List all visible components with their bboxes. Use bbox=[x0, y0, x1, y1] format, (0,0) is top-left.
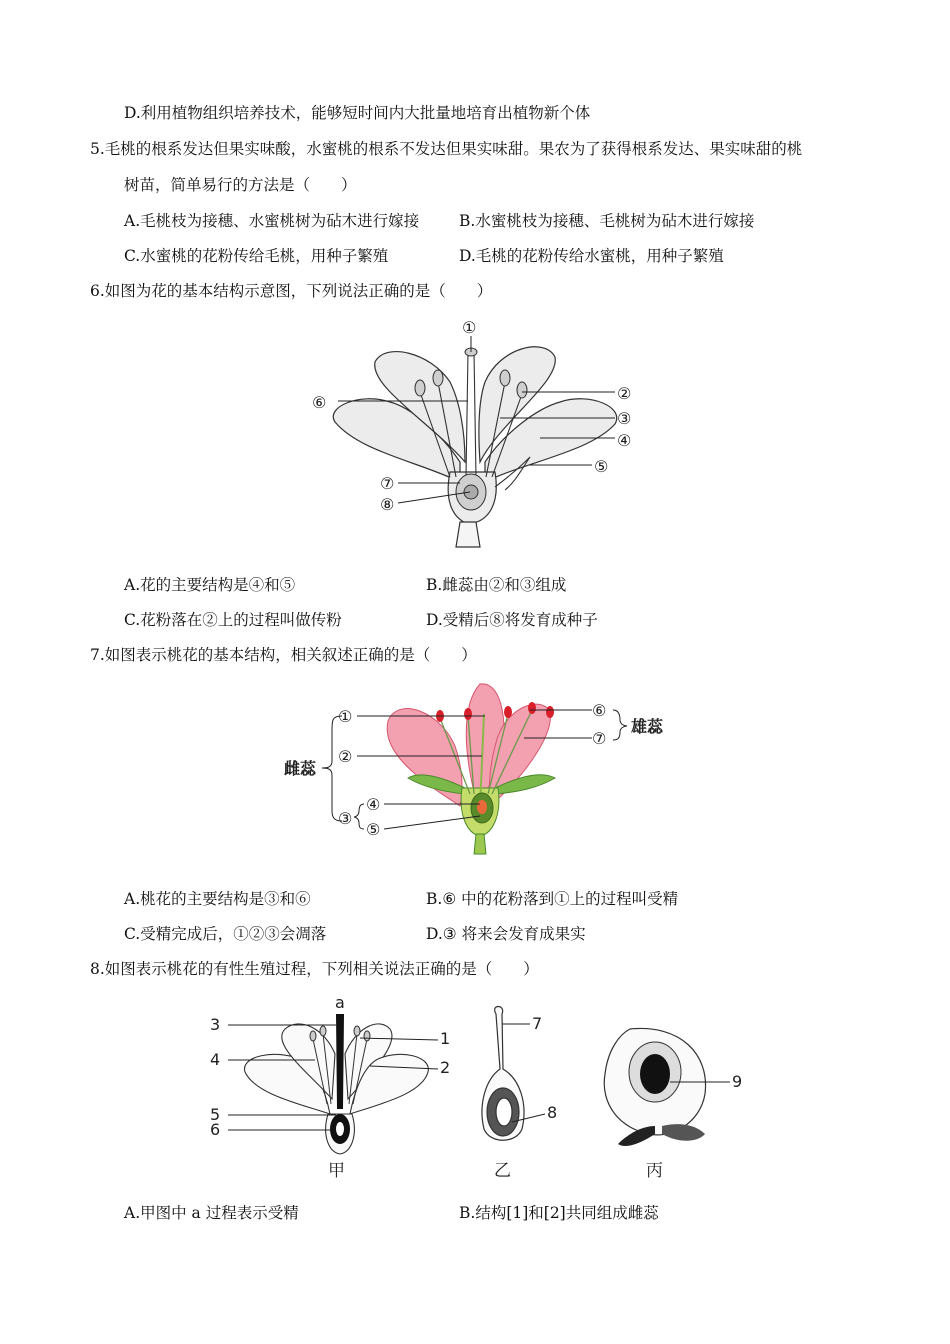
peach-sexual-reproduction-figure bbox=[200, 994, 760, 1184]
anther-3 bbox=[500, 370, 510, 386]
q7-stem: 7.如图表示桃花的基本结构，相关叙述正确的是（ ） bbox=[90, 646, 477, 664]
q5-option-d: D.毛桃的花粉传给水蜜桃，用种子繁殖 bbox=[459, 247, 724, 265]
ovule bbox=[477, 800, 487, 814]
stamen-brace bbox=[613, 710, 627, 740]
pistil-style bbox=[466, 352, 476, 477]
q8-option-b: B.结构[1]和[2]共同组成雌蕊 bbox=[459, 1204, 659, 1222]
q6-option-a: A.花的主要结构是④和⑤ bbox=[124, 576, 296, 594]
q8-label-4: 4 bbox=[210, 1050, 221, 1069]
q8-label-9: 9 bbox=[732, 1072, 743, 1091]
q7-label-3: ③ bbox=[338, 809, 353, 828]
q6-label-7: ⑦ bbox=[380, 474, 395, 493]
pedicel bbox=[456, 522, 480, 547]
pedicel bbox=[474, 834, 486, 854]
q5-stem-line2: 树苗，简单易行的方法是（ ） bbox=[124, 176, 357, 194]
caption-yi: 乙 bbox=[494, 1161, 511, 1181]
caption-bing: 丙 bbox=[646, 1161, 663, 1181]
q6-label-6: ⑥ bbox=[312, 393, 327, 412]
anther-2 bbox=[433, 370, 443, 386]
anther-4 bbox=[528, 702, 536, 714]
q8-label-6: 6 bbox=[210, 1120, 221, 1139]
q8-label-2: 2 bbox=[440, 1058, 451, 1077]
q8-label-a: a bbox=[335, 994, 345, 1012]
anther-3 bbox=[504, 706, 512, 718]
q4-option-d: D.利用植物组织培养技术，能够短时间内大批量地培育出植物新个体 bbox=[124, 104, 591, 122]
stamen-label: 雄蕊 bbox=[631, 717, 664, 736]
q5-option-a: A.毛桃枝为接穗、水蜜桃树为砧木进行嫁接 bbox=[124, 212, 420, 230]
q5-stem-line1: 5.毛桃的根系发达但果实味酸，水蜜桃的根系不发达但果实味甜。果农为了获得根系发达、果实味甜的桃 bbox=[90, 140, 803, 158]
anther-5 bbox=[546, 706, 554, 718]
q7-option-b: B.⑥ 中的花粉落到①上的过程叫受精 bbox=[426, 890, 679, 908]
anther-2 bbox=[464, 708, 472, 720]
q8-label-7: 7 bbox=[532, 1014, 543, 1033]
q6-option-d: D.受精后⑧将发育成种子 bbox=[426, 611, 598, 629]
pistil-label: 雌蕊 bbox=[284, 759, 317, 778]
q6-label-3: ③ bbox=[617, 409, 632, 428]
q7-option-d: D.③ 将来会发育成果实 bbox=[426, 925, 586, 943]
q8-label-5: 5 bbox=[210, 1105, 221, 1124]
q6-option-c: C.花粉落在②上的过程叫做传粉 bbox=[124, 611, 342, 629]
q8-label-8: 8 bbox=[547, 1103, 558, 1122]
ovule bbox=[464, 485, 478, 499]
q6-label-4: ④ bbox=[617, 431, 632, 450]
q7-label-7: ⑦ bbox=[592, 729, 607, 748]
q8-stem: 8.如图表示桃花的有性生殖过程，下列相关说法正确的是（ ） bbox=[90, 960, 539, 978]
flower-structure-figure bbox=[300, 312, 650, 552]
caption-jia: 甲 bbox=[328, 1161, 345, 1181]
q7-label-1: ① bbox=[338, 707, 353, 726]
q8-label-1: 1 bbox=[440, 1029, 451, 1048]
anther-4 bbox=[517, 382, 527, 398]
q8-label-3: 3 bbox=[210, 1015, 221, 1034]
q5-option-b: B.水蜜桃枝为接穗、毛桃树为砧木进行嫁接 bbox=[459, 212, 755, 230]
q6-label-1: ① bbox=[462, 318, 477, 337]
anther-1 bbox=[415, 380, 425, 396]
q6-label-8: ⑧ bbox=[380, 495, 395, 514]
q5-option-c: C.水蜜桃的花粉传给毛桃，用种子繁殖 bbox=[124, 247, 389, 265]
pistil-brace bbox=[322, 716, 342, 821]
q7-label-2: ② bbox=[338, 747, 353, 766]
q7-option-a: A.桃花的主要结构是③和⑥ bbox=[124, 890, 311, 908]
q7-option-c: C.受精完成后，①②③会凋落 bbox=[124, 925, 327, 943]
q7-label-6: ⑥ bbox=[592, 701, 607, 720]
figure-bing bbox=[604, 1028, 730, 1146]
q8-option-a: A.甲图中 a 过程表示受精 bbox=[124, 1204, 299, 1222]
q6-label-5: ⑤ bbox=[594, 457, 609, 476]
q6-option-b: B.雌蕊由②和③组成 bbox=[426, 576, 567, 594]
pistil-dark bbox=[336, 1014, 344, 1109]
q6-stem: 6.如图为花的基本结构示意图，下列说法正确的是（ ） bbox=[90, 282, 493, 300]
peach-flower-figure bbox=[280, 676, 680, 856]
q7-label-5: ⑤ bbox=[366, 820, 381, 839]
q7-label-4: ④ bbox=[366, 795, 381, 814]
ovary-brace bbox=[354, 804, 364, 829]
q6-label-2: ② bbox=[617, 384, 632, 403]
